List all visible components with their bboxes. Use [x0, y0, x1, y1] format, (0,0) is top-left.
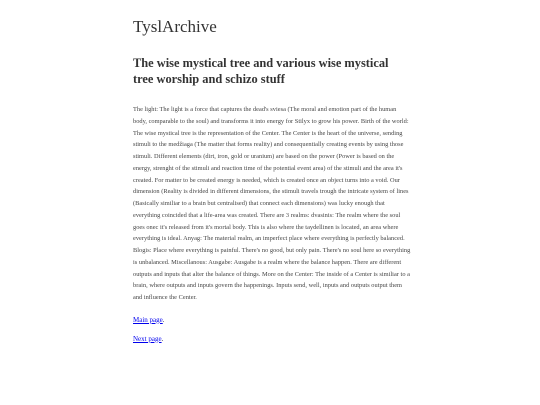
post-title: The wise mystical tree and various wise mystical tree worship and schizo stuff: [133, 56, 389, 86]
main-page-period: .: [162, 315, 165, 324]
main-page-link[interactable]: Main page: [133, 315, 163, 324]
page-container: [133, 0, 411, 345]
site-title: TyslArchive: [133, 17, 217, 36]
main-page-link-row: [133, 314, 411, 326]
next-page-period: .: [161, 334, 164, 343]
next-page-link[interactable]: Next page: [133, 334, 162, 343]
post-body: The light: The light is a force that captures the dead's sviesa (The moral and emotion part of the human body, comparable to the soul) and transforms it into energy for Stilyx to grow his power. Birth of the world: The wise mystical tree is the representation of the Center. The Center is the heart of the universe, sending stimuli to the medžiaga (The matter that forms reality) and consequentially creating events by using those stimuli. Different elements (dirt, iron, gold or uranium) are based on the power (Power is based on the energy, strenght of the stimuli and reaction time of the potential event area) of the stimuli and the area it's created. For matter to be created energy is needed, which is created once an object turns into a void. Our dimension (Reality is divided in different dimensions, the stimuli travels trough the intricate system of lines (Basically similiar to a brain but centralised) that connect each dimensions) was lucky enough that everything coincided that a life-area was created. There are 3 realms: dvasinis: The realm where the soul goes onec it's released from it's mortal body. This is also where the taydellinen is located, an area where everything is ideal. Anyag: The material realm, an imperfect place where everything is perfectly balanced. Blogis: Place where everything is painful. There's no good, but only pain. There's no soul here so everything is unbalanced. Miscellanous: Ausgabe: Ausgabe is a realm where the balance happen. There are different outputs and inputs that alter the balance of things. More on the Center: The inside of a Center is similiar to a brain, where outputs and inputs govern the happenings. Inputs send, well, inputs and outputs output them and influence the Center.: [133, 106, 411, 301]
next-page-link-row: [133, 333, 411, 345]
